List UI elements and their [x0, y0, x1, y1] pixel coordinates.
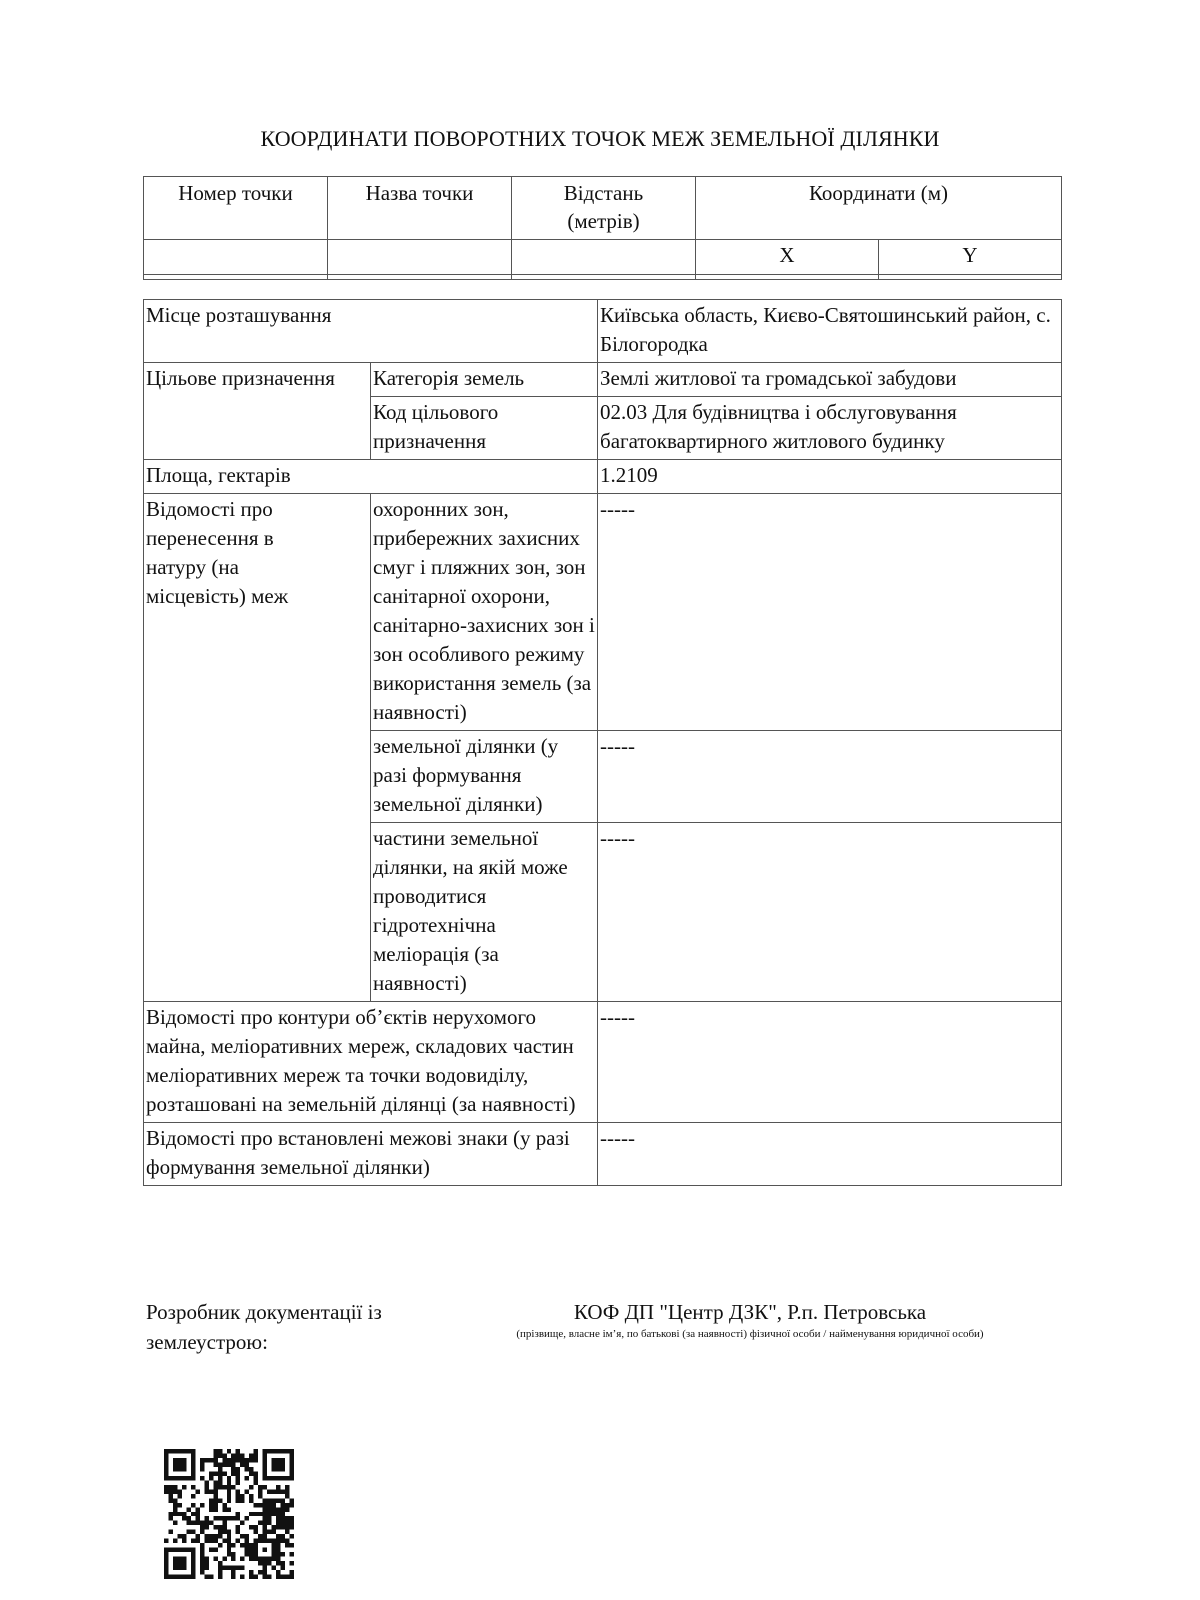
coordinates-header-row [144, 177, 1062, 240]
parcel-info-table [143, 299, 1062, 1186]
empty-cell [512, 240, 696, 275]
empty-cell [328, 240, 512, 275]
markers-value: ----- [598, 1123, 1062, 1186]
category-label: Категорія земель [371, 363, 598, 397]
empty-cell [144, 275, 328, 280]
area-label: Площа, гектарів [144, 460, 598, 494]
area-row [144, 460, 1062, 494]
part-label: частини земельної ділянки, на якій може проводитися гідротехнічна меліорація (за наявності) [371, 823, 598, 1002]
developer-caption: (прізвище, власне ім’я, по батькові (за наявності) фізичної особи / найменування юридичної особи) [516, 1328, 984, 1340]
zones-row [144, 494, 1062, 731]
axis-x-label: X [696, 240, 879, 275]
header-coordinates: Координати (м) [696, 177, 1062, 240]
qr-code-icon [164, 1449, 294, 1579]
contours-label: Відомості про контури об’єктів нерухомого майна, меліоративних мереж, складових частин меліоративних мереж та точки водовиділу, розташовані на земельній ділянці (за наявності) [144, 1002, 598, 1123]
location-label: Місце розташування [144, 300, 598, 363]
area-value: 1.2109 [598, 460, 1062, 494]
code-label: Код цільового призначення [371, 397, 598, 460]
axis-y-label: Y [879, 240, 1062, 275]
markers-label: Відомості про встановлені межові знаки (у разі формування земельної ділянки) [144, 1123, 598, 1186]
code-value: 02.03 Для будівництва і обслуговування багатоквартирного житлового будинку [598, 397, 1062, 460]
document-title: КООРДИНАТИ ПОВОРОТНИХ ТОЧОК МЕЖ ЗЕМЕЛЬНОЇ ДІЛЯНКИ [260, 126, 940, 151]
header-point-number: Номер точки [144, 177, 328, 240]
part-value: ----- [598, 823, 1062, 1002]
empty-cell [328, 275, 512, 280]
developer-value: КОФ ДП "Центр ДЗК", Р.п. Петровська [573, 1300, 927, 1324]
coordinates-axis-row [144, 240, 1062, 275]
location-row [144, 300, 1062, 363]
empty-cell [512, 275, 696, 280]
parcel-label: земельної ділянки (у разі формування земельної ділянки) [371, 731, 598, 823]
parcel-value: ----- [598, 731, 1062, 823]
transfer-label: Відомості про перенесення в натуру (на місцевість) меж [144, 494, 371, 1002]
empty-cell [879, 275, 1062, 280]
contours-row [144, 1002, 1062, 1123]
contours-value: ----- [598, 1002, 1062, 1123]
header-point-name: Назва точки [328, 177, 512, 240]
empty-cell [144, 240, 328, 275]
location-value: Київська область, Києво-Святошинський район, с. Білогородка [598, 300, 1062, 363]
purpose-label: Цільове призначення [144, 363, 371, 460]
zones-value: ----- [598, 494, 1062, 731]
header-distance: Відстань (метрів) [512, 177, 696, 240]
empty-cell [696, 275, 879, 280]
developer-label: Розробник документації із землеустрою: [146, 1300, 382, 1354]
coordinates-empty-row [144, 275, 1062, 280]
markers-row [144, 1123, 1062, 1186]
zones-label: охоронних зон, прибережних захисних смуг і пляжних зон, зон санітарної охорони, санітарно-захисних зон і зон особливого режиму використання земель (за наявності) [371, 494, 598, 731]
category-row [144, 363, 1062, 397]
coordinates-table [143, 176, 1062, 280]
category-value: Землі житлової та громадської забудови [598, 363, 1062, 397]
